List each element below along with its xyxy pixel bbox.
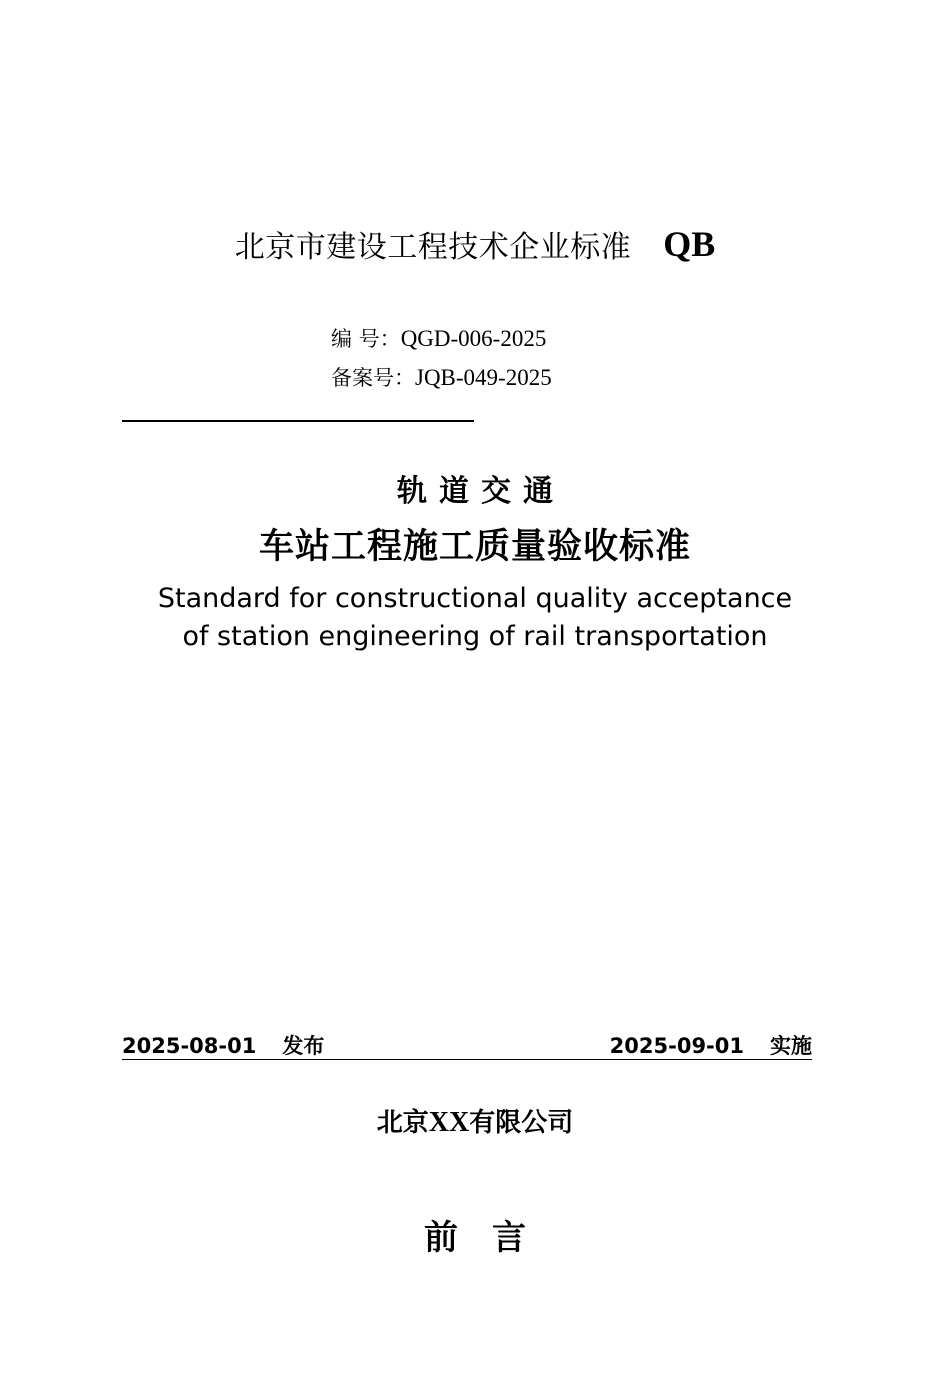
english-title — [0, 580, 950, 656]
divider-rule — [122, 420, 474, 422]
date-bar — [122, 1033, 812, 1060]
record-row — [331, 359, 552, 398]
company-suffix: 有限公司 — [469, 1108, 574, 1138]
company-name — [0, 1102, 950, 1139]
publish-info — [122, 1033, 324, 1059]
english-title-line-1: Standard for constructional quality acceptance — [157, 583, 793, 614]
identifier-block — [331, 320, 552, 398]
number-row — [331, 320, 552, 359]
standard-code: QB — [663, 224, 716, 264]
publish-label: 发布 — [282, 1034, 325, 1058]
document-title: 车站工程施工质量验收标准 — [258, 527, 691, 567]
implement-label: 实施 — [770, 1034, 812, 1058]
document-subtitle: 轨道交通 — [397, 474, 565, 509]
number-value: QGD-006-2025 — [400, 326, 547, 351]
standard-org-title: 北京市建设工程技术企业标准 — [234, 230, 632, 265]
implement-info — [610, 1033, 812, 1059]
publish-date: 2025-08-01 — [122, 1034, 257, 1058]
company-prefix: 北京 — [376, 1108, 429, 1138]
number-label: 编 号： — [331, 327, 401, 351]
implement-date: 2025-09-01 — [609, 1034, 744, 1058]
standard-header — [0, 222, 950, 266]
english-title-line-2: of station engineering of rail transportation — [182, 621, 768, 652]
record-value: JQB-049-2025 — [415, 365, 552, 390]
foreword-heading: 前言 — [424, 1218, 560, 1258]
record-label: 备案号： — [331, 366, 415, 390]
company-middle: XX — [428, 1107, 470, 1138]
